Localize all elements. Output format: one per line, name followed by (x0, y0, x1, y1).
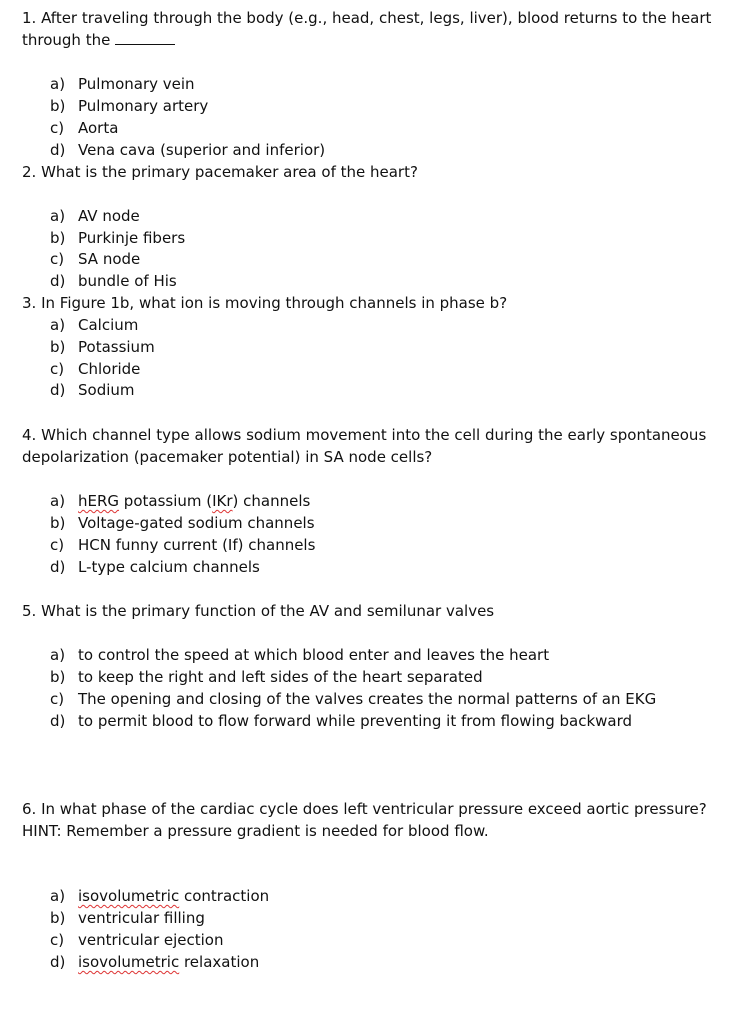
q2-option-d: d) bundle of His (50, 272, 177, 290)
q5-option-d: d) to permit blood to flow forward while preventing it from flowing backward (50, 712, 633, 730)
q2-option-c: c) SA node (50, 250, 141, 268)
question-2-text: 2. What is the primary pacemaker area of the heart? (22, 163, 418, 181)
spellcheck-word: isovolumetric (78, 887, 180, 905)
question-1-text: 1. After traveling through the body (e.g., head, chest, legs, liver), blood returns to the heart (22, 9, 712, 27)
q3-option-d: d) Sodium (50, 381, 135, 399)
q3-option-b: b) Potassium (50, 338, 155, 356)
q6-option-b: b) ventricular filling (50, 909, 205, 927)
q5-option-a: a) to control the speed at which blood enter and leaves the heart (50, 646, 550, 664)
q5-option-c: c) The opening and closing of the valves creates the normal patterns of an EKG (50, 690, 657, 708)
q2-option-b: b) Purkinje fibers (50, 229, 186, 247)
q4-option-d: d) L-type calcium channels (50, 558, 260, 576)
q1-option-b: b) Pulmonary artery (50, 97, 209, 115)
question-3-text: 3. In Figure 1b, what ion is moving through channels in phase b? (22, 294, 508, 312)
q5-option-b: b) to keep the right and left sides of the heart separated (50, 668, 483, 686)
q6-option-a: a) isovolumetric contraction (50, 887, 270, 905)
spellcheck-word: IKr (212, 492, 233, 510)
q2-option-a: a) AV node (50, 207, 140, 225)
question-1-text-end: through the (22, 31, 111, 49)
q4-option-a: a) hERG potassium (IKr) channels (50, 492, 311, 510)
q6-option-c: c) ventricular ejection (50, 931, 224, 949)
q6-option-d: d) isovolumetric relaxation (50, 953, 260, 971)
question-6-hint: HINT: Remember a pressure gradient is needed for blood flow. (22, 822, 489, 840)
question-4-text: 4. Which channel type allows sodium movement into the cell during the early spontaneous (22, 426, 707, 444)
spellcheck-word: hERG (78, 492, 120, 510)
q3-option-a: a) Calcium (50, 316, 139, 334)
q1-option-a: a) Pulmonary vein (50, 75, 195, 93)
q1-option-d: d) Vena cava (superior and inferior) (50, 141, 326, 159)
question-5-text: 5. What is the primary function of the AV and semilunar valves (22, 602, 495, 620)
q3-option-c: c) Chloride (50, 360, 141, 378)
q4-option-c: c) HCN funny current (If) channels (50, 536, 316, 554)
question-4-text-cont: depolarization (pacemaker potential) in SA node cells? (22, 448, 433, 466)
q4-option-b: b) Voltage-gated sodium channels (50, 514, 315, 532)
question-1-text-cont (22, 30, 175, 50)
answer-blank (115, 32, 175, 45)
question-6-text: 6. In what phase of the cardiac cycle does left ventricular pressure exceed aortic pressure? (22, 800, 707, 818)
spellcheck-word: isovolumetric (78, 953, 180, 971)
q1-option-c: c) Aorta (50, 119, 119, 137)
